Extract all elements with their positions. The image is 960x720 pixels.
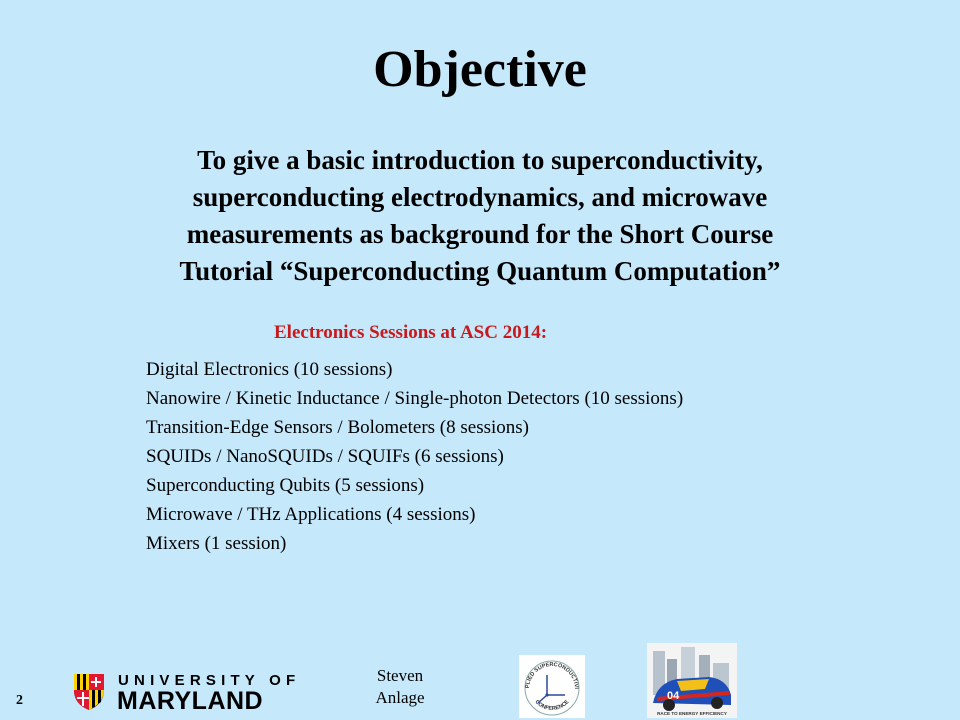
sessions-heading: Electronics Sessions at ASC 2014: [274,322,548,343]
objective-text [90,142,870,290]
asc-logo-text-top: PLIED SUPERCONDUCTIVI [524,661,580,690]
race-to-energy-efficiency-logo [647,643,737,718]
session-item: SQUIDs / NanoSQUIDs / SQUIFs (6 sessions) [146,446,504,467]
objective-line: To give a basic introduction to superconductivity, [197,145,763,175]
session-item: Microwave / THz Applications (4 sessions) [146,504,476,525]
session-item: Digital Electronics (10 sessions) [146,359,393,380]
objective-line: measurements as background for the Short Course [186,219,774,249]
maryland-flag-icon [74,674,104,710]
race-logo-text: RACE TO ENERGY EFFICIENCY [657,711,727,716]
session-item: Superconducting Qubits (5 sessions) [146,475,425,496]
asc-conference-logo [519,655,585,718]
university-line2: MARYLAND [117,687,264,712]
presenter-last-name: Anlage [375,688,425,707]
slide-title: Objective [373,41,587,98]
session-item: Mixers (1 session) [146,533,287,554]
objective-line: superconducting electrodynamics, and microwave [192,182,768,212]
presenter-first-name: Steven [376,666,424,685]
svg-text:04: 04 [667,690,680,702]
session-item: Nanowire / Kinetic Inductance / Single-photon Detectors (10 sessions) [146,388,684,409]
slide-number: 2 [16,693,23,708]
asc-logo-text-bottom: CONFERENCE [533,699,571,712]
objective-line: Tutorial “Superconducting Quantum Computation” [179,256,781,286]
university-of-maryland-logo [68,668,308,712]
university-line1: UNIVERSITY OF [118,672,301,689]
session-item: Transition-Edge Sensors / Bolometers (8 sessions) [146,417,529,438]
presenter-name [355,665,445,709]
sessions-list [146,355,683,558]
